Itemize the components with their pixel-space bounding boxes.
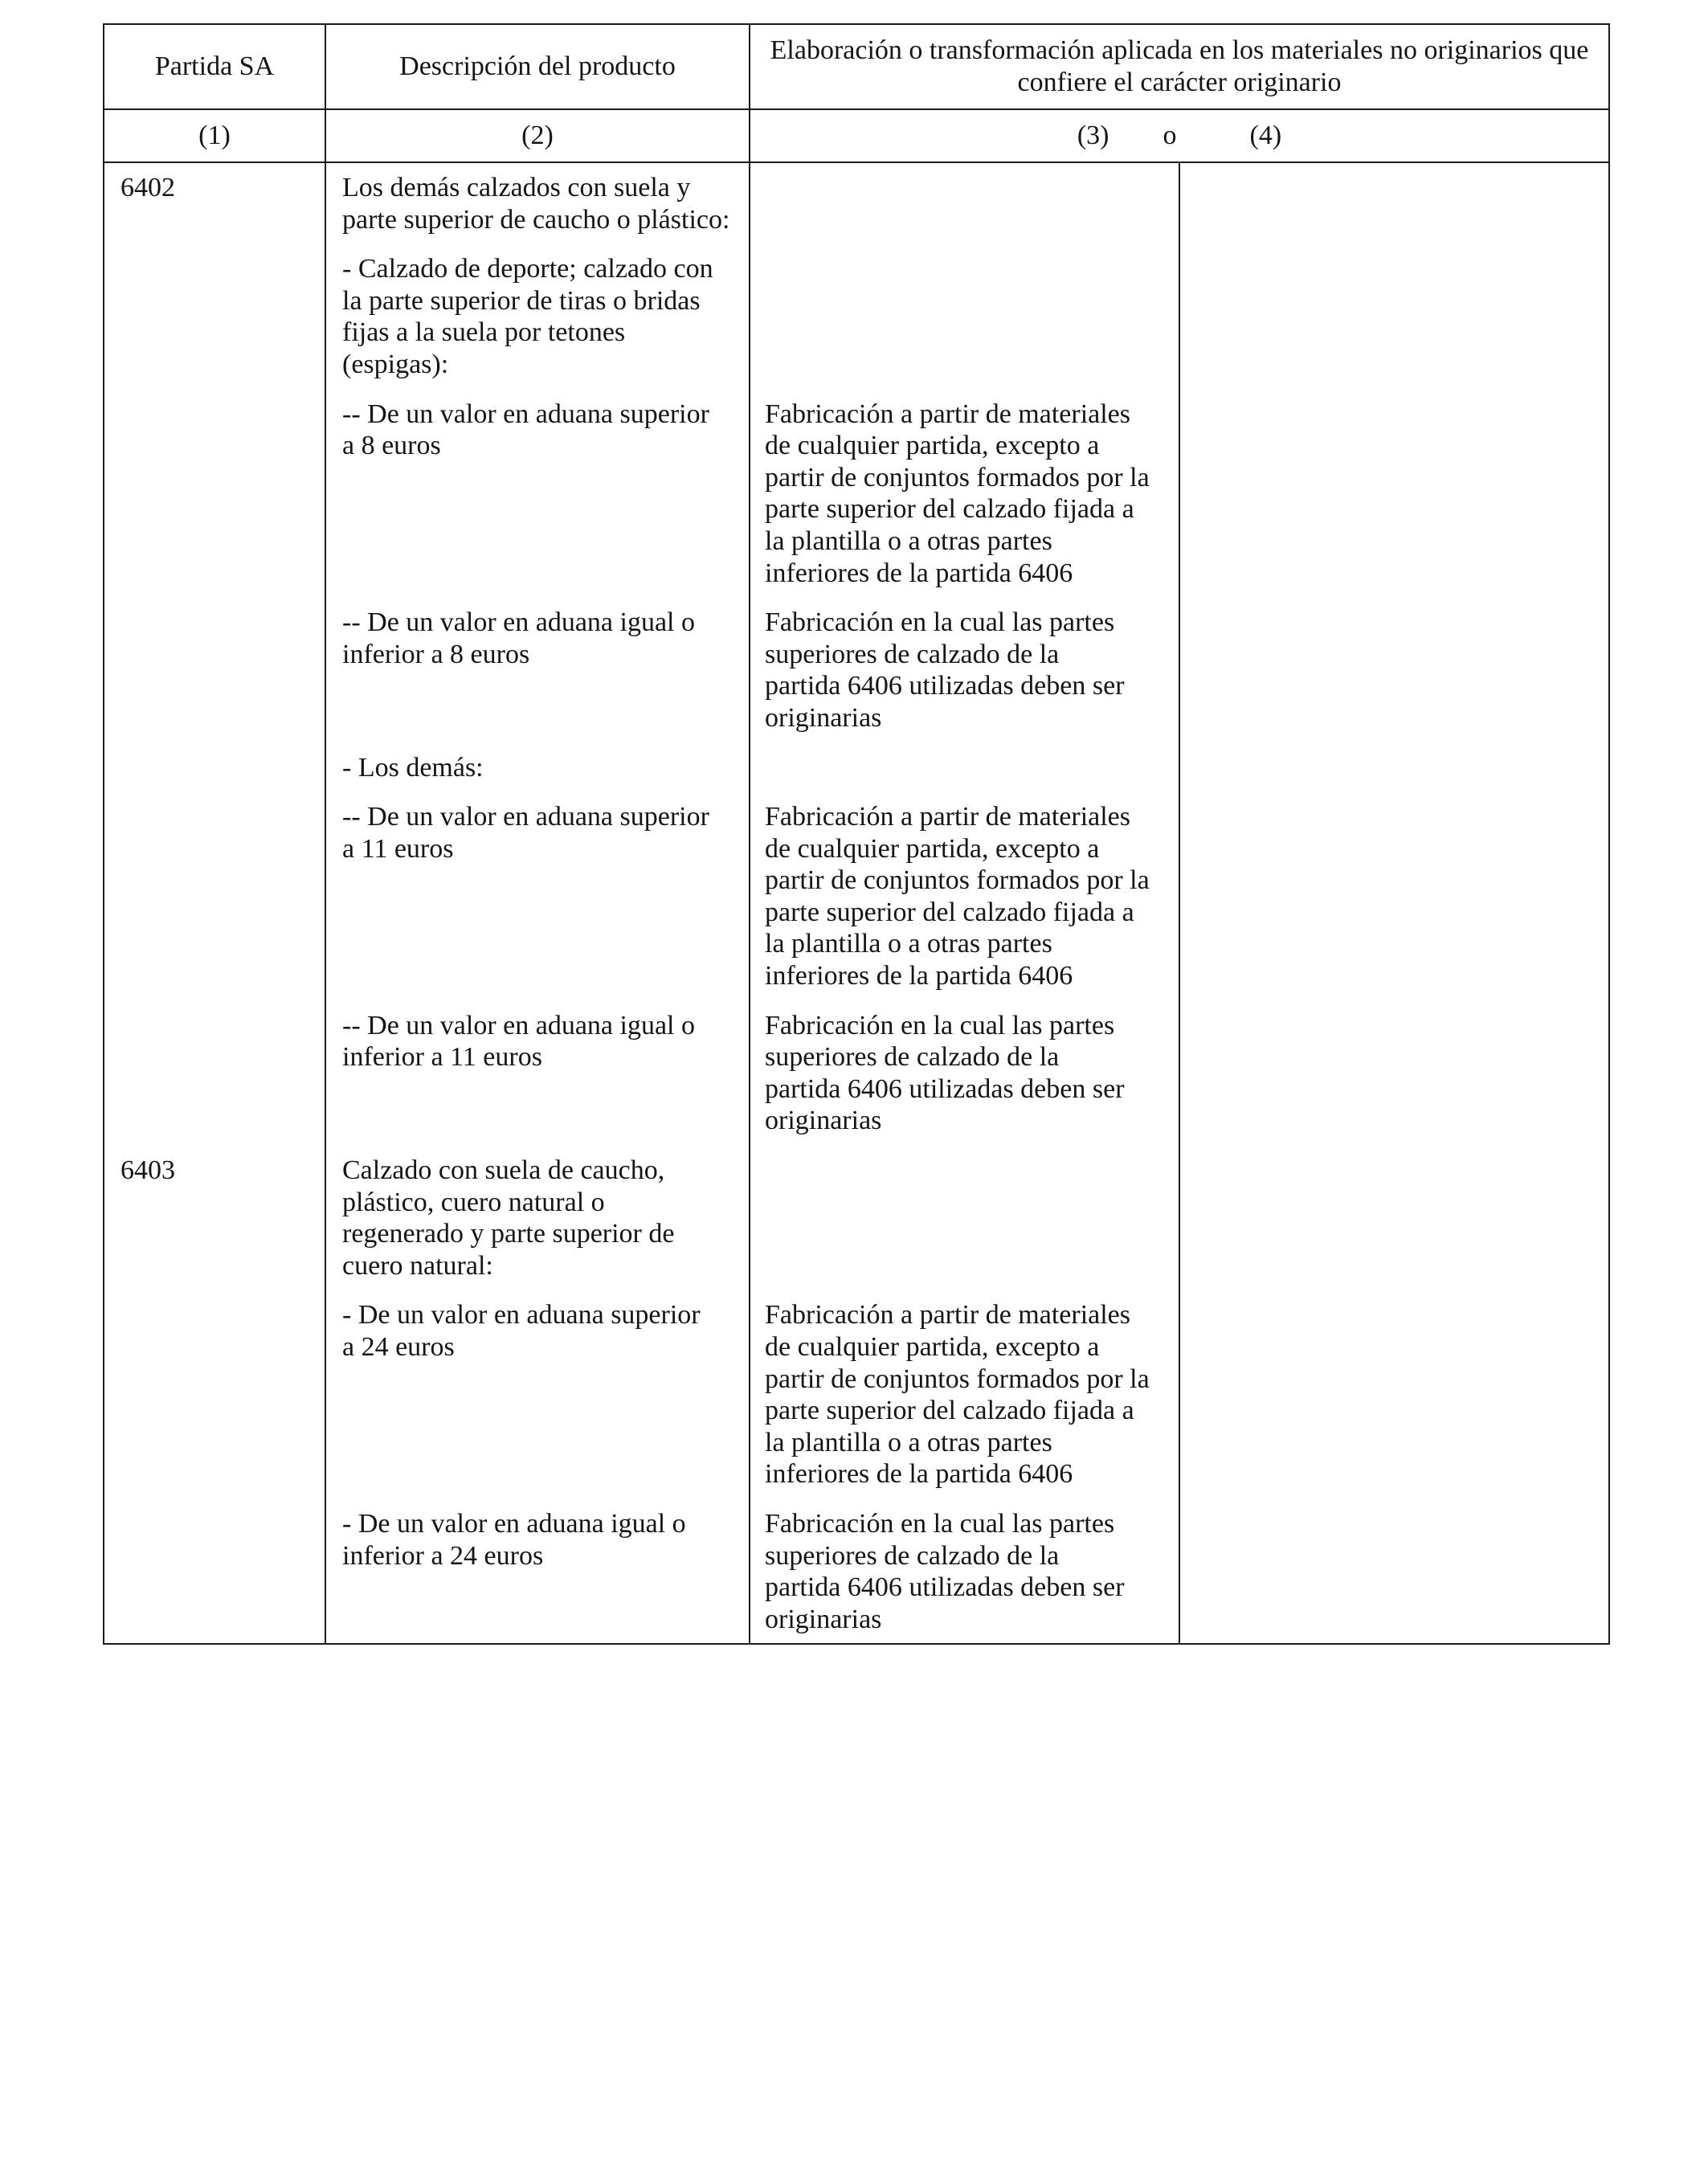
column-number-1: (1) bbox=[104, 109, 325, 162]
working-or-processing-cell bbox=[750, 253, 1179, 398]
product-description-cell: - Los demás: bbox=[325, 752, 750, 802]
table-row bbox=[104, 752, 1609, 802]
product-description-cell: Los demás calzados con suela y parte superior de caucho o plástico: bbox=[325, 162, 750, 253]
product-description-cell: - De un valor en aduana igual o inferior a 24 euros bbox=[325, 1508, 750, 1644]
table-row bbox=[104, 399, 1609, 607]
alternative-rule-cell bbox=[1179, 1299, 1609, 1508]
table-row bbox=[104, 1299, 1609, 1508]
hs-heading-cell bbox=[104, 1508, 325, 1644]
table-row bbox=[104, 1508, 1609, 1644]
column-number-row bbox=[104, 109, 1609, 162]
product-description-cell: - Calzado de deporte; calzado con la parte superior de tiras o bridas fijas a la suela por tetones (espigas): bbox=[325, 253, 750, 398]
product-description-cell: -- De un valor en aduana superior a 11 euros bbox=[325, 801, 750, 1010]
working-or-processing-cell bbox=[750, 1155, 1179, 1299]
table-row bbox=[104, 253, 1609, 398]
working-or-processing-cell: Fabricación a partir de materiales de cualquier partida, excepto a partir de conjuntos formados por la parte superior del calzado fijada a la plantilla o a otras partes inferiores de la partida 6406 bbox=[750, 801, 1179, 1010]
working-or-processing-cell: Fabricación en la cual las partes superiores de calzado de la partida 6406 utilizadas deben ser originarias bbox=[750, 1010, 1179, 1155]
header-product-description: Descripción del producto bbox=[325, 24, 750, 109]
alternative-rule-cell bbox=[1179, 1155, 1609, 1299]
alternative-rule-cell bbox=[1179, 752, 1609, 802]
origin-rules-table bbox=[103, 23, 1610, 1645]
alternative-rule-cell bbox=[1179, 162, 1609, 253]
product-description-cell: -- De un valor en aduana superior a 8 euros bbox=[325, 399, 750, 607]
alternative-rule-cell bbox=[1179, 1010, 1609, 1155]
product-description-cell: Calzado con suela de caucho, plástico, cuero natural o regenerado y parte superior de cuero natural: bbox=[325, 1155, 750, 1299]
alternative-rule-cell bbox=[1179, 1508, 1609, 1644]
hs-heading-cell: 6403 bbox=[104, 1155, 325, 1299]
header-row bbox=[104, 24, 1609, 109]
working-or-processing-cell: Fabricación a partir de materiales de cualquier partida, excepto a partir de conjuntos formados por la parte superior del calzado fijada a la plantilla o a otras partes inferiores de la partida 6406 bbox=[750, 1299, 1179, 1508]
working-or-processing-cell: Fabricación en la cual las partes superiores de calzado de la partida 6406 utilizadas deben ser originarias bbox=[750, 1508, 1179, 1644]
hs-heading-cell bbox=[104, 253, 325, 398]
alternative-rule-cell bbox=[1179, 801, 1609, 1010]
hs-heading-cell bbox=[104, 1299, 325, 1508]
table-row bbox=[104, 162, 1609, 253]
hs-heading-cell bbox=[104, 801, 325, 1010]
hs-heading-cell bbox=[104, 607, 325, 751]
table-body bbox=[104, 162, 1609, 1644]
table-row bbox=[104, 801, 1609, 1010]
working-or-processing-cell: Fabricación en la cual las partes superiores de calzado de la partida 6406 utilizadas deben ser originarias bbox=[750, 607, 1179, 751]
table-row bbox=[104, 607, 1609, 751]
working-or-processing-cell bbox=[750, 752, 1179, 802]
product-description-cell: -- De un valor en aduana igual o inferior a 8 euros bbox=[325, 607, 750, 751]
table-row bbox=[104, 1155, 1609, 1299]
header-partida-sa: Partida SA bbox=[104, 24, 325, 109]
column-number-3-or-4 bbox=[750, 109, 1609, 162]
product-description-cell: -- De un valor en aduana igual o inferior a 11 euros bbox=[325, 1010, 750, 1155]
hs-heading-cell: 6402 bbox=[104, 162, 325, 253]
column-number-2: (2) bbox=[325, 109, 750, 162]
column-number-3: (3) bbox=[1077, 121, 1109, 151]
product-description-cell: - De un valor en aduana superior a 24 euros bbox=[325, 1299, 750, 1508]
column-number-4: (4) bbox=[1249, 121, 1282, 151]
column-or-label: o bbox=[1163, 121, 1177, 151]
alternative-rule-cell bbox=[1179, 399, 1609, 607]
hs-heading-cell bbox=[104, 399, 325, 607]
table-header bbox=[104, 24, 1609, 162]
hs-heading-cell bbox=[104, 752, 325, 802]
header-working-or-processing: Elaboración o transformación aplicada en los materiales no originarios que confiere el carácter originario bbox=[750, 24, 1609, 109]
hs-heading-cell bbox=[104, 1010, 325, 1155]
table-row bbox=[104, 1010, 1609, 1155]
alternative-rule-cell bbox=[1179, 253, 1609, 398]
working-or-processing-cell: Fabricación a partir de materiales de cualquier partida, excepto a partir de conjuntos formados por la parte superior del calzado fijada a la plantilla o a otras partes inferiores de la partida 6406 bbox=[750, 399, 1179, 607]
alternative-rule-cell bbox=[1179, 607, 1609, 751]
working-or-processing-cell bbox=[750, 162, 1179, 253]
